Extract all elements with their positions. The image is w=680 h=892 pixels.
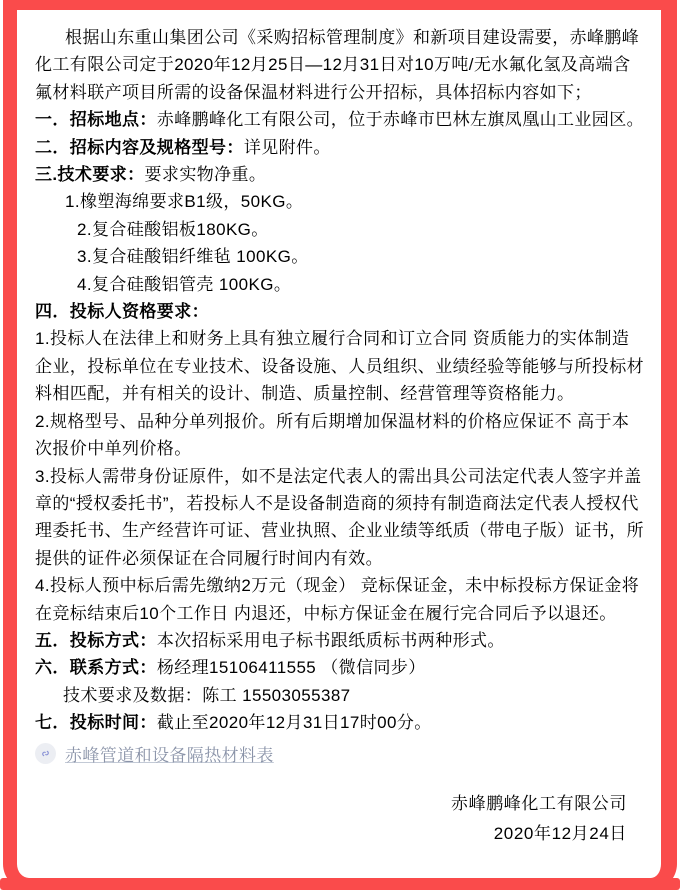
section-contact-text: 杨经理15106411555 （微信同步） <box>156 658 426 678</box>
section-location-label: 一．招标地点： <box>35 110 157 130</box>
section-qualification-heading: 四．投标人资格要求： <box>35 302 209 322</box>
section-tech-label: 三.技术要求： <box>35 165 145 185</box>
section-location <box>35 106 644 133</box>
attachment-link[interactable] <box>35 740 644 767</box>
section-method <box>35 627 644 654</box>
contact-tech-line: 技术要求及数据：陈工 15503055387 <box>63 685 351 705</box>
section-deadline-text: 截止至2020年12月31日17时00分。 <box>156 713 432 733</box>
company-name: 赤峰鹏峰化工有限公司 <box>451 793 627 813</box>
section-method-text: 本次招标采用电子标书跟纸质标书两种形式。 <box>156 630 505 650</box>
qualification-item-2: 2.规格型号、品种分单列报价。所有后期增加保温材料的价格应保证不 高于本次报价中单列价格。 <box>35 411 630 459</box>
link-icon <box>35 743 56 764</box>
section-content-spec <box>35 134 644 161</box>
section-content-spec-text: 详见附件。 <box>243 137 331 157</box>
qualification-item-4: 4.投标人预中标后需先缴纳2万元（现金） 竞标保证金，未中标投标方保证金将在竞标结束后10个工作日 内退还，中标方保证金在履行完合同后予以退还。 <box>35 576 640 623</box>
section-tech-text: 要求实物净重。 <box>144 165 267 185</box>
signature-block <box>35 789 644 849</box>
section-method-label: 五．投标方式： <box>35 630 157 650</box>
section-content-spec-label: 二．招标内容及规格型号： <box>35 137 244 157</box>
qualification-item-1: 1.投标人在法律上和财务上具有独立履行合同和订立合同 资质能力的实体制造企业，投标单位在专业技术、设备设施、人员组织、业绩经验等能够与所投标材料相匹配，并有相关的设计、制造、质量控制、经营管理等资格能力。 <box>35 329 644 404</box>
tech-item-3: 3.复合硅酸铝纤维毡 100KG。 <box>77 247 309 267</box>
section-deadline-label: 七．投标时间： <box>35 713 157 733</box>
announcement-document <box>17 10 661 870</box>
bottom-red-band <box>0 878 680 890</box>
section-location-text: 赤峰鹏峰化工有限公司，位于赤峰市巴林左旗凤凰山工业园区。 <box>156 110 645 130</box>
qualification-item-3: 3.投标人需带身份证原件，如不是法定代表人的需出具公司法定代表人签字并盖章的“授权委托书”，若投标人不是设备制造商的须持有制造商法定代表人授权代理委托书、生产经营许可证、营业执照、企业业绩等纸质（带电子版）证书，所提供的证件必须保证在合同履行时间内有效。 <box>35 466 644 568</box>
tech-item-1: 1.橡塑海绵要求B1级，50KG。 <box>65 192 304 212</box>
tech-item-2: 2.复合硅酸铝板180KG。 <box>77 219 269 239</box>
sign-date: 2020年12月24日 <box>493 823 627 843</box>
attachment-link-label[interactable]: 赤峰管道和设备隔热材料表 <box>65 745 274 765</box>
tech-item-4: 4.复合硅酸铝管壳 100KG。 <box>77 274 292 294</box>
section-contact-label: 六．联系方式： <box>35 658 157 678</box>
section-tech <box>35 161 644 188</box>
intro-paragraph: 根据山东重山集团公司《采购招标管理制度》和新项目建设需要，赤峰鹏峰化工有限公司定于2020年12月25日—12月31日对10万吨/无水氟化氢及高端含氟材料联产项目所需的设备保温材料进行公开招标，具体招标内容如下； <box>35 28 640 102</box>
section-contact <box>35 654 644 681</box>
section-deadline <box>35 709 644 736</box>
